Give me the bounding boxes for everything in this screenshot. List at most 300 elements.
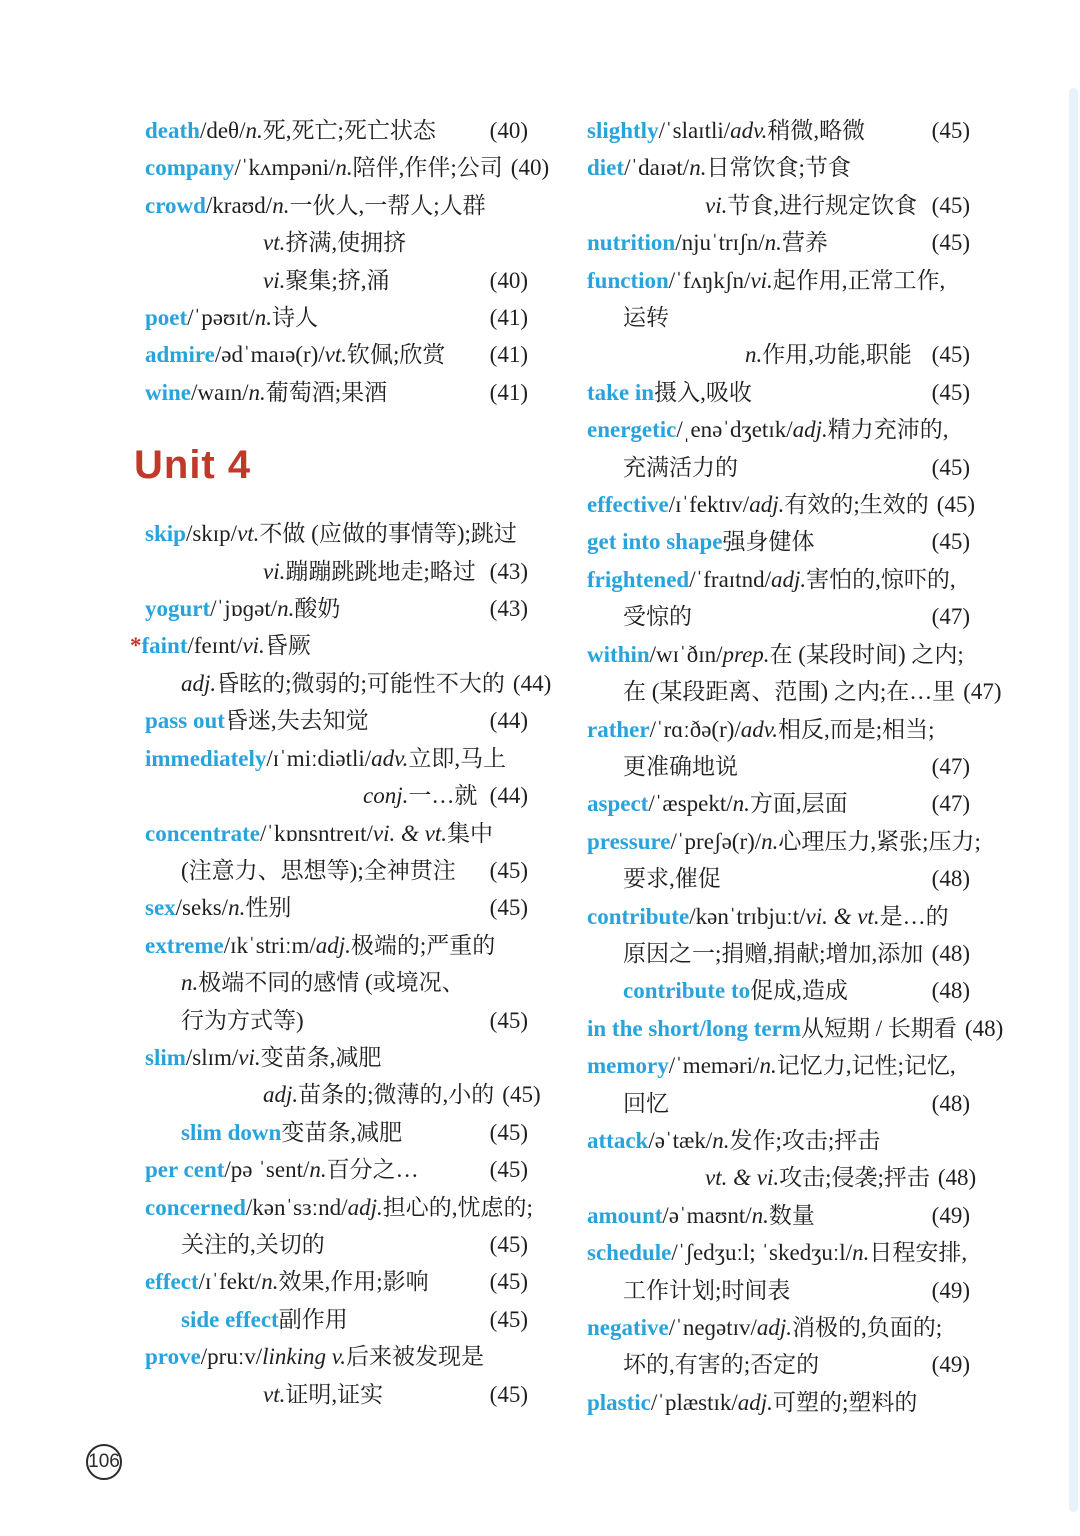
- headword: attack: [587, 1127, 649, 1153]
- entry-line: [587, 1122, 970, 1159]
- right-column: [587, 112, 1004, 1421]
- headword: wine: [145, 379, 191, 405]
- entry-line: [587, 935, 970, 972]
- page-ref: (40): [489, 267, 528, 293]
- vocab-entry: [145, 1039, 541, 1114]
- entry-line: [145, 299, 528, 336]
- entry-line: [587, 336, 970, 373]
- vocab-entry: [587, 262, 970, 374]
- entry-line: [587, 374, 970, 411]
- page-ref: (48): [964, 1015, 1004, 1041]
- entry-line: [587, 486, 976, 523]
- headword: take in: [587, 379, 655, 405]
- pos-label: n.: [272, 192, 290, 218]
- entry-text: /ədˈmaɪə(r)/: [214, 342, 325, 368]
- pos-label: n.: [248, 379, 266, 405]
- entry-line: [587, 149, 970, 186]
- pos-label: n.: [277, 596, 295, 622]
- entry-text: 运转: [623, 305, 669, 331]
- pos-label: adj.: [756, 1315, 793, 1340]
- entry-text: 更准确地说: [623, 753, 738, 779]
- entry-text: 发作;攻击;抨击: [729, 1127, 881, 1153]
- entry-text: 昏厥: [264, 633, 311, 659]
- pos-label: n.: [852, 1240, 870, 1266]
- entry-line: [145, 187, 528, 224]
- entry-line: [145, 777, 528, 814]
- entry-text: 苗条的;微薄的,小的: [298, 1082, 495, 1108]
- page-ref: (40): [510, 155, 550, 181]
- page-ref: (45): [936, 492, 976, 518]
- entry-line: [587, 187, 970, 224]
- entry-line: [587, 785, 970, 822]
- pos-label: vi.: [750, 267, 773, 293]
- entry-line: [145, 112, 528, 149]
- entry-text: 消极的,负面的;: [792, 1315, 943, 1340]
- page-ref: (45): [489, 1231, 528, 1257]
- entry-text: 起作用,正常工作,: [772, 267, 946, 293]
- entry-line: [587, 711, 970, 748]
- pos-label: n.: [745, 342, 763, 368]
- vocab-entry: [145, 927, 528, 1039]
- entry-line: [145, 336, 528, 373]
- pos-label: vi. & vt.: [805, 903, 880, 929]
- page-ref: (45): [489, 1306, 528, 1332]
- entry-line: [587, 972, 970, 1009]
- headword: prove: [145, 1344, 201, 1370]
- entry-line: [145, 1151, 528, 1188]
- pos-label: vt.: [263, 230, 286, 256]
- entry-text: /feɪnt/: [187, 633, 243, 659]
- entry-text: /njuˈtrɪʃn/: [675, 230, 765, 256]
- entry-line: [145, 1263, 528, 1300]
- entry-text: 稍微,略微: [767, 118, 866, 143]
- entry-text: 相反,而是;相当;: [778, 716, 935, 742]
- entry-text: /ɪˈfekt/: [198, 1269, 262, 1295]
- page-ref: (45): [489, 895, 528, 921]
- entry-text: 立即,马上: [408, 745, 507, 771]
- headword: slim: [145, 1044, 186, 1070]
- entry-line: [145, 852, 528, 889]
- entry-text: 关注的,关切的: [181, 1231, 325, 1257]
- entry-line: [587, 673, 1002, 710]
- entry-text: /waɪn/: [191, 379, 249, 405]
- vocab-entry: [587, 1234, 970, 1309]
- entry-line: [587, 1384, 970, 1421]
- entry-line: [587, 262, 970, 299]
- entry-text: 工作计划;时间表: [623, 1277, 791, 1303]
- vocab-entry: [587, 486, 976, 523]
- headword: per cent: [145, 1157, 225, 1183]
- entry-text: 攻击;侵袭;抨击: [779, 1165, 930, 1191]
- entry-line: [145, 590, 528, 627]
- headword: pressure: [587, 828, 671, 854]
- page-ref: (45): [489, 1119, 528, 1145]
- entry-text: 担心的,忧虑的;: [382, 1194, 533, 1220]
- headword: poet: [145, 305, 188, 331]
- pos-label: adj.: [737, 1389, 773, 1415]
- entry-text: 精力充沛的,: [827, 417, 949, 443]
- vocab-entry: [587, 523, 970, 560]
- entry-text: /ˈslaɪtli/: [658, 118, 731, 143]
- vocab-entry: [145, 112, 528, 149]
- pos-label: n.: [261, 1269, 279, 1295]
- vocab-entry: [145, 590, 528, 627]
- entry-line: [587, 1047, 970, 1084]
- vocab-entry: [145, 702, 528, 739]
- vocab-entry: [587, 823, 981, 898]
- vocab-entry: [587, 149, 970, 224]
- entry-text: 诗人: [271, 305, 318, 331]
- pos-label: adj.: [263, 1082, 299, 1108]
- entry-line: [145, 740, 528, 777]
- page-ref: (48): [931, 866, 970, 892]
- vocab-entry: [145, 1189, 533, 1264]
- vocab-entry: [145, 299, 528, 336]
- vocab-entry: [587, 1384, 970, 1421]
- headword: aspect: [587, 791, 649, 817]
- entry-text: /ˈfʌŋkʃn/: [668, 267, 751, 293]
- entry-text: /ˈkɒnsntreɪt/: [259, 820, 373, 846]
- entry-text: /ˈæspekt/: [648, 791, 733, 817]
- headword: memory: [587, 1053, 669, 1079]
- entry-text: /əˈtæk/: [648, 1127, 713, 1153]
- pos-label: adj.: [770, 566, 807, 592]
- entry-text: 极端不同的感情 (或境况、: [198, 970, 465, 996]
- pos-label: adj.: [792, 417, 828, 443]
- entry-line: [145, 1189, 533, 1226]
- entry-text: 记忆力,记性;记忆,: [776, 1053, 956, 1079]
- headword: crowd: [145, 192, 206, 218]
- entry-text: 回忆: [623, 1090, 669, 1116]
- headword: contribute: [587, 903, 690, 929]
- pos-label: n.: [689, 155, 707, 181]
- headword: schedule: [587, 1240, 672, 1266]
- entry-text: 一…就: [408, 783, 478, 809]
- entry-text: 极端的;严重的: [350, 932, 496, 958]
- entry-text: 一伙人,一帮人;人群: [289, 192, 486, 218]
- page-ref: (41): [489, 342, 528, 368]
- entry-text: 变苗条,减肥: [281, 1119, 403, 1145]
- vocab-entry: [145, 187, 528, 299]
- entry-text: 昏眩的;微弱的;可能性不大的: [216, 670, 505, 696]
- pos-label: n.: [181, 970, 199, 996]
- entry-text: /ˈfraɪtnd/: [689, 566, 771, 592]
- entry-text: 强身健体: [722, 529, 815, 555]
- entry-text: /ˈmeməri/: [668, 1053, 760, 1079]
- vocab-entry: [145, 815, 528, 890]
- entry-text: 百分之…: [326, 1157, 419, 1183]
- entry-text: /seks/: [175, 895, 229, 921]
- vocab-entry: [587, 785, 970, 822]
- headword: immediately: [145, 745, 267, 771]
- pos-label: n.: [732, 791, 750, 817]
- entry-line: [587, 449, 970, 486]
- pos-label: prep.: [722, 641, 770, 667]
- pos-label: conj.: [363, 783, 409, 809]
- page-ref: (45): [931, 529, 970, 555]
- entry-line: [145, 665, 552, 702]
- entry-text: 原因之一;捐赠,捐献;增加,添加: [623, 940, 924, 966]
- entry-line: [145, 553, 528, 590]
- vocab-entry: [587, 374, 970, 411]
- entry-text: /ˈpəʊɪt/: [187, 305, 255, 331]
- vocab-entry: [587, 972, 970, 1009]
- page-ref: (44): [489, 708, 528, 734]
- entry-text: 节食,进行规定饮食: [727, 192, 918, 218]
- vocab-entry: [587, 224, 970, 261]
- headword: pass out: [145, 708, 225, 734]
- page-ref: (45): [489, 1157, 528, 1183]
- page-ref: (48): [931, 1090, 970, 1116]
- entry-text: 是…的: [879, 903, 949, 929]
- vocab-entry: [145, 740, 528, 815]
- pos-label: n.: [761, 828, 779, 854]
- page-ref: (45): [931, 342, 970, 368]
- page-ref: (40): [489, 118, 528, 143]
- entry-line: [587, 1010, 1004, 1047]
- entry-line: [145, 262, 528, 299]
- page-ref: (45): [931, 454, 970, 480]
- page-ref: (49): [931, 1352, 970, 1378]
- pos-label: n.: [751, 1202, 769, 1228]
- entry-line: [145, 224, 528, 261]
- entry-text: 性别: [245, 895, 292, 921]
- left-column: [130, 112, 552, 1413]
- page-ref: (45): [931, 230, 970, 256]
- headword: frightened: [587, 566, 690, 592]
- headword: nutrition: [587, 230, 676, 256]
- headword: company: [145, 155, 235, 181]
- headword: effect: [145, 1269, 199, 1295]
- pos-label: adv.: [730, 118, 768, 143]
- entry-text: 从短期 / 长期看: [801, 1015, 957, 1041]
- vocab-entry: [587, 1122, 977, 1197]
- pos-label: vt. & vi.: [705, 1165, 780, 1191]
- entry-line: [587, 823, 981, 860]
- entry-text: /skɪp/: [185, 521, 238, 547]
- pos-label: vi.: [263, 558, 286, 584]
- entry-line: [145, 515, 528, 552]
- entry-text: 在 (某段距离、范围) 之内;在…里: [623, 679, 956, 705]
- entry-line: [145, 1114, 528, 1151]
- headword: yogurt: [145, 596, 211, 622]
- entry-line: [587, 224, 970, 261]
- headword: in the short/long term: [587, 1015, 802, 1041]
- page-ref: (48): [931, 978, 970, 1004]
- entry-line: [587, 1159, 977, 1196]
- entry-line: [587, 561, 970, 598]
- entry-line: [145, 1002, 528, 1039]
- page-ref: (45): [931, 118, 970, 143]
- right-edge-decoration: [1069, 88, 1078, 1512]
- entry-line: [587, 860, 970, 897]
- vocab-entry: [130, 627, 552, 702]
- entry-text: /ˈjɒɡət/: [210, 596, 278, 622]
- entry-text: 日程安排,: [869, 1240, 968, 1266]
- entry-text: /ˈkʌmpəni/: [234, 155, 336, 181]
- headword: faint: [141, 633, 188, 659]
- entry-text: 营养: [781, 230, 828, 256]
- headword: amount: [587, 1202, 663, 1228]
- entry-line: [145, 927, 528, 964]
- pos-label: n.: [759, 1053, 777, 1079]
- entry-line: [587, 523, 970, 560]
- entry-text: /pruːv/: [200, 1344, 263, 1370]
- page-ref: (47): [931, 604, 970, 630]
- pos-label: n.: [254, 305, 272, 331]
- entry-text: /ˈneɡətɪv/: [668, 1315, 757, 1340]
- entry-text: 有效的;生效的: [784, 492, 929, 518]
- entry-text: /slɪm/: [185, 1044, 239, 1070]
- vocab-entry: [145, 374, 528, 411]
- pos-label: vi.: [263, 267, 286, 293]
- headword: skip: [145, 521, 186, 547]
- entry-text: 充满活力的: [623, 454, 738, 480]
- vocab-entry: [145, 149, 550, 186]
- page-number-badge: 106: [86, 1444, 122, 1480]
- vocab-entry: [145, 1263, 528, 1300]
- entry-text: /pə ˈsent/: [224, 1157, 310, 1183]
- entry-text: 数量: [768, 1202, 815, 1228]
- entry-line: [145, 815, 528, 852]
- headword: effective: [587, 492, 669, 518]
- entry-text: 副作用: [278, 1306, 348, 1332]
- vocab-entry: [145, 1301, 528, 1338]
- entry-line: [145, 702, 528, 739]
- pos-label: vt.: [237, 521, 260, 547]
- vocab-entry: [587, 711, 970, 786]
- entry-line: [587, 1272, 970, 1309]
- entry-text: 钦佩;欣赏: [347, 342, 446, 368]
- entry-line: [145, 1076, 541, 1113]
- entry-text: 后来被发现是: [346, 1344, 485, 1370]
- vocab-entry: [145, 1338, 528, 1413]
- vocab-entry: [145, 515, 528, 590]
- entry-text: /ˈpreʃə(r)/: [670, 828, 762, 854]
- pos-label: adj.: [347, 1194, 383, 1220]
- page-ref: (45): [931, 192, 970, 218]
- entry-text: /deθ/: [199, 118, 246, 143]
- entry-text: 方面,层面: [749, 791, 848, 817]
- page-ref: (47): [931, 791, 970, 817]
- entry-text: 蹦蹦跳跳地走;略过: [285, 558, 476, 584]
- vocab-entry: [587, 411, 970, 486]
- page-ref: (41): [489, 379, 528, 405]
- entry-text: /ˈdaɪət/: [624, 155, 690, 181]
- entry-text: /ɪkˈstriːm/: [223, 932, 316, 958]
- pos-label: n.: [712, 1127, 730, 1153]
- entry-text: /wɪˈðɪn/: [649, 641, 723, 667]
- star-marker: *: [130, 633, 142, 659]
- entry-text: 酸奶: [294, 596, 341, 622]
- pos-label: vt.: [324, 342, 348, 368]
- headword: slightly: [587, 118, 659, 143]
- entry-text: 葡萄酒;果酒: [265, 379, 388, 405]
- vocab-entry: [587, 636, 1002, 711]
- vocab-entry: [145, 889, 528, 926]
- entry-text: 摄入,吸收: [654, 379, 752, 405]
- headword: diet: [587, 155, 625, 181]
- pos-label: n.: [309, 1157, 327, 1183]
- page-ref: (45): [502, 1082, 541, 1108]
- entry-text: 坏的,有害的;否定的: [623, 1352, 820, 1378]
- entry-line: [145, 1301, 528, 1338]
- entry-text: 变苗条,减肥: [260, 1044, 382, 1070]
- headword: rather: [587, 716, 650, 742]
- entry-line: [145, 374, 528, 411]
- page-ref: (45): [489, 1381, 528, 1407]
- pos-label: n.: [764, 230, 782, 256]
- vocab-entry: [587, 1047, 970, 1122]
- vocab-entry: [587, 1010, 1004, 1047]
- entry-line: [130, 627, 528, 664]
- entry-text: /ˈʃedʒuːl; ˈskedʒuːl/: [671, 1240, 853, 1266]
- headword: within: [587, 641, 650, 667]
- entry-line: [587, 598, 970, 635]
- pos-label: adv.: [371, 745, 409, 771]
- entry-text: /əˈmaʊnt/: [662, 1202, 752, 1228]
- page-ref: (44): [512, 670, 552, 696]
- headword: death: [145, 118, 200, 143]
- pos-label: adj.: [749, 492, 785, 518]
- pos-label: adv.: [740, 716, 779, 742]
- page-ref: (41): [489, 305, 528, 331]
- page-ref: (44): [489, 783, 528, 809]
- entry-text: 害怕的,惊吓的,: [806, 566, 956, 592]
- entry-line: [145, 1338, 528, 1375]
- entry-line: [587, 748, 970, 785]
- entry-line: [145, 889, 528, 926]
- page-ref: (45): [489, 857, 528, 883]
- entry-text: 不做 (应做的事情等);跳过: [259, 521, 517, 547]
- unit-header: Unit 4: [134, 443, 252, 488]
- vocab-entry: [145, 1151, 528, 1188]
- page-ref: (47): [931, 753, 970, 779]
- entry-text: 聚集;挤,涌: [285, 267, 390, 293]
- entry-text: /kənˈsɜːnd/: [245, 1194, 348, 1220]
- entry-text: 心理压力,紧张;压力;: [778, 828, 981, 854]
- page-ref: (45): [489, 1007, 528, 1033]
- entry-text: 受惊的: [623, 604, 692, 630]
- pos-label: adj.: [315, 932, 351, 958]
- entry-text: 效果,作用;影响: [278, 1269, 429, 1295]
- headword: energetic: [587, 417, 677, 443]
- entry-line: [587, 1346, 970, 1383]
- pos-label: vi.: [705, 192, 728, 218]
- entry-text: 昏迷,失去知觉: [224, 708, 369, 734]
- headword: contribute to: [623, 978, 751, 1004]
- entry-line: [587, 1085, 970, 1122]
- entry-line: [587, 636, 970, 673]
- entry-text: /ˈrɑːðə(r)/: [649, 716, 741, 742]
- entry-text: 促成,造成: [750, 978, 848, 1004]
- headword: concentrate: [145, 820, 260, 846]
- headword: get into shape: [587, 529, 723, 555]
- pos-label: vi. & vt.: [372, 820, 448, 846]
- entry-text: 作用,功能,职能: [762, 342, 912, 368]
- pos-label: vi.: [242, 633, 265, 659]
- entry-line: [145, 1376, 528, 1413]
- entry-text: 陪伴,作伴;公司: [352, 155, 503, 181]
- pos-label: vt.: [263, 1381, 286, 1407]
- page-ref: (48): [931, 940, 970, 966]
- entry-text: 挤满,使拥挤: [285, 230, 407, 256]
- page-ref: (47): [963, 679, 1002, 705]
- entry-line: [587, 299, 970, 336]
- entry-text: /kraʊd/: [205, 192, 273, 218]
- page-ref: (48): [937, 1165, 977, 1191]
- entry-line: [145, 149, 550, 186]
